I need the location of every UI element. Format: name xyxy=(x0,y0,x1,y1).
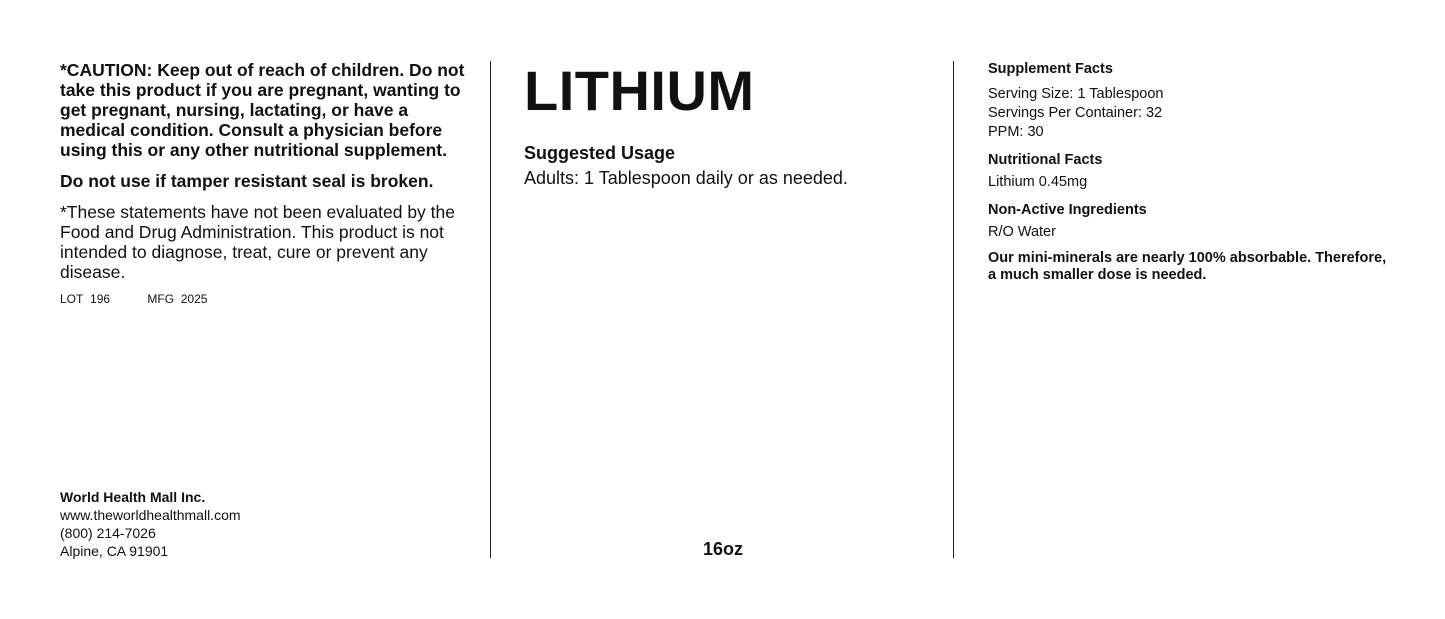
left-panel xyxy=(60,0,470,619)
fda-disclaimer: *These statements have not been evaluated by the Food and Drug Administration. This product is not intended to diagnose, treat, cure or prevent any disease. xyxy=(60,202,455,282)
company-info xyxy=(60,488,241,560)
usage-heading: Suggested Usage xyxy=(524,143,676,163)
absorption-note: Our mini-minerals are nearly 100% absorbable. Therefore, a much smaller dose is needed. xyxy=(988,250,1387,283)
servings-per-container: Servings Per Container: 32 xyxy=(988,105,1163,121)
company-website: www.theworldhealthmall.com xyxy=(60,507,241,523)
divider-left xyxy=(490,61,491,558)
product-title: LITHIUM xyxy=(524,59,755,122)
usage-text: Adults: 1 Tablespoon daily or as needed. xyxy=(524,168,848,188)
mfg-label: MFG xyxy=(147,292,175,306)
lot-group xyxy=(60,292,113,306)
lot-mfg-row xyxy=(60,292,207,306)
serving-size: Serving Size: 1 Tablespoon xyxy=(988,86,1164,102)
mfg-group xyxy=(147,292,207,306)
tamper-warning: Do not use if tamper resistant seal is broken. xyxy=(60,171,434,191)
inactive-ingredients-heading: Non-Active Ingredients xyxy=(988,202,1147,218)
mfg-value: 2025 xyxy=(180,292,208,306)
nutritional-facts-heading: Nutritional Facts xyxy=(988,152,1103,168)
divider-right xyxy=(953,61,954,558)
company-address: Alpine, CA 91901 xyxy=(60,543,169,559)
container-size: 16oz xyxy=(703,539,744,559)
lot-value: 196 xyxy=(90,292,111,306)
middle-panel xyxy=(524,0,944,619)
supplement-facts-heading: Supplement Facts xyxy=(988,61,1113,77)
company-name: World Health Mall Inc. xyxy=(60,489,206,505)
inactive-ingredient-item: R/O Water xyxy=(988,224,1056,240)
company-phone: (800) 214-7026 xyxy=(60,525,156,541)
right-panel xyxy=(988,0,1388,619)
ppm-value: PPM: 30 xyxy=(988,124,1044,140)
caution-warning: *CAUTION: Keep out of reach of children. Do not take this product if you are pregnant, wanting to get pregnant, nursing, lactating, or have a medical condition. Consult a physician before using this or any other nutritional supplement. xyxy=(60,60,465,160)
lot-label: LOT xyxy=(60,292,84,306)
nutritional-item: Lithium 0.45mg xyxy=(988,174,1088,190)
